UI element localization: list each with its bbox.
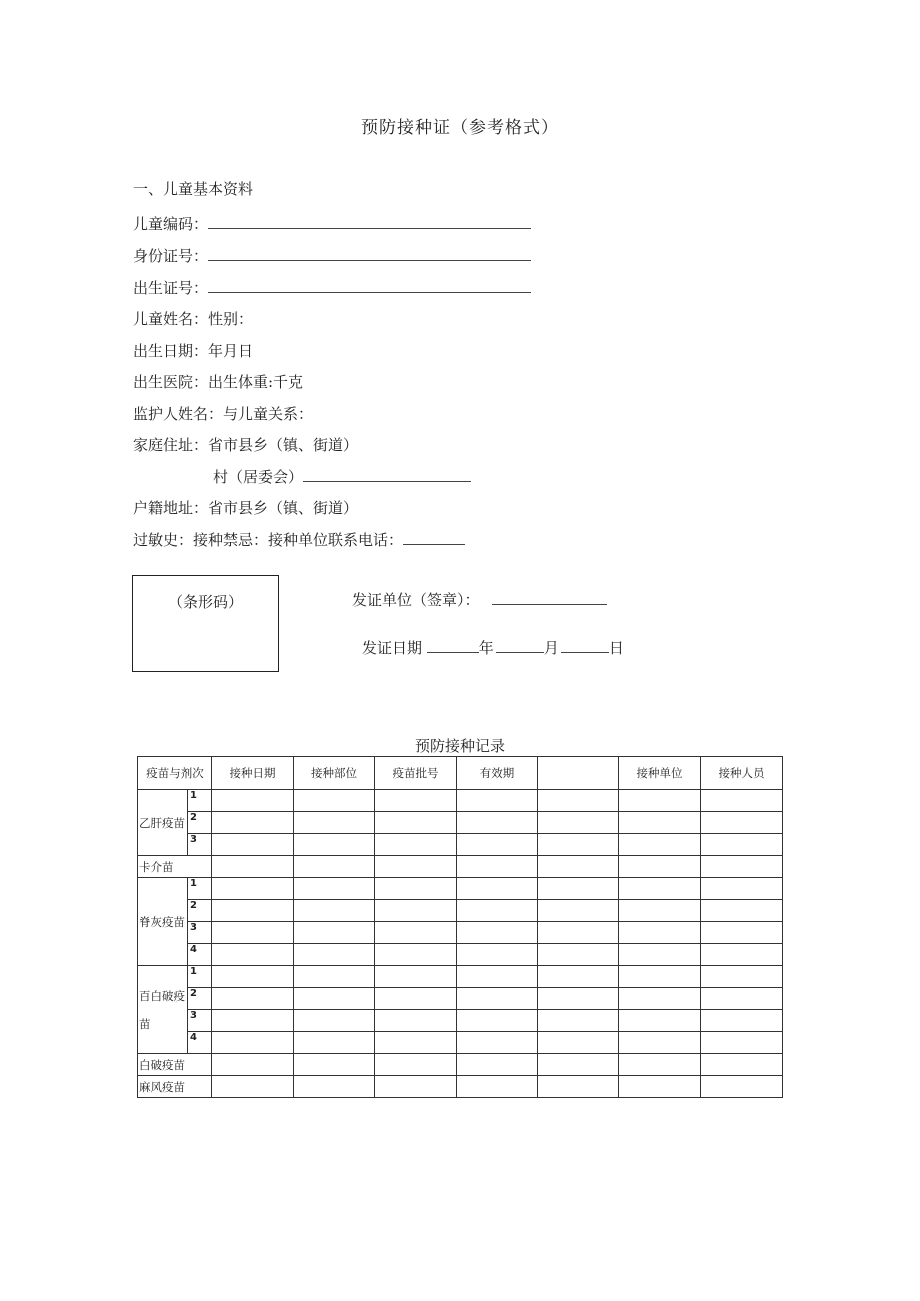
- record-cell[interactable]: [457, 1032, 538, 1054]
- record-cell[interactable]: [294, 1076, 375, 1098]
- table-row: [138, 1054, 783, 1076]
- child-code-label: 儿童编码：: [133, 215, 209, 233]
- village-row: [213, 466, 471, 488]
- record-cell[interactable]: [457, 856, 538, 878]
- village-blank[interactable]: [303, 467, 471, 482]
- record-cell[interactable]: [457, 900, 538, 922]
- record-cell[interactable]: [375, 944, 457, 966]
- record-cell[interactable]: [375, 834, 457, 856]
- record-cell[interactable]: [538, 1076, 619, 1098]
- table-row: [138, 1032, 783, 1054]
- record-cell[interactable]: [619, 966, 701, 988]
- allergy-contact-row: [133, 529, 465, 551]
- record-cell[interactable]: [457, 1010, 538, 1032]
- record-cell[interactable]: [212, 812, 294, 834]
- record-cell[interactable]: [457, 878, 538, 900]
- record-cell[interactable]: [619, 1010, 701, 1032]
- issuer-label: 发证单位（签章）：: [352, 591, 480, 609]
- table-row: [138, 1076, 783, 1098]
- guardian-row: 监护人姓名：与儿童关系：: [133, 405, 314, 423]
- issue-date-label: 发证日期: [362, 639, 423, 657]
- record-cell[interactable]: [701, 900, 783, 922]
- record-cell[interactable]: [701, 944, 783, 966]
- header-cell: 接种部位: [294, 757, 375, 790]
- dose-number: 2: [188, 988, 212, 1010]
- record-cell[interactable]: [457, 966, 538, 988]
- issue-month-blank[interactable]: [496, 638, 544, 653]
- id-number-label: 身份证号：: [133, 247, 209, 265]
- record-cell[interactable]: [212, 944, 294, 966]
- record-cell[interactable]: [619, 1076, 701, 1098]
- record-cell[interactable]: [701, 1010, 783, 1032]
- name-gender-row: 儿童姓名：性别：: [133, 310, 254, 328]
- header-cell: 有效期: [457, 757, 538, 790]
- record-cell[interactable]: [294, 1010, 375, 1032]
- page-title: 预防接种证（参考格式）: [361, 118, 559, 138]
- section-heading: 一、儿童基本资料: [133, 180, 254, 198]
- barcode-box: [132, 575, 279, 672]
- record-cell[interactable]: [294, 966, 375, 988]
- header-cell: [538, 757, 619, 790]
- record-cell[interactable]: [538, 834, 619, 856]
- dose-number: 2: [188, 812, 212, 834]
- dose-number: 2: [188, 900, 212, 922]
- record-cell[interactable]: [212, 856, 294, 878]
- record-cell[interactable]: [701, 1054, 783, 1076]
- issue-month-label: 月: [543, 639, 559, 657]
- child-code-blank[interactable]: [208, 214, 531, 229]
- record-cell[interactable]: [538, 790, 619, 812]
- record-cell[interactable]: [538, 922, 619, 944]
- vaccine-name: 白破疫苗: [138, 1054, 212, 1076]
- issuer-blank[interactable]: [492, 590, 607, 605]
- table-row: [138, 988, 783, 1010]
- id-number-row: [133, 245, 531, 267]
- record-cell[interactable]: [701, 878, 783, 900]
- issue-date-row: [362, 637, 624, 659]
- issuer-row: [352, 589, 607, 611]
- record-cell[interactable]: [212, 1010, 294, 1032]
- record-cell[interactable]: [619, 900, 701, 922]
- record-cell[interactable]: [294, 900, 375, 922]
- birth-cert-row: [133, 277, 531, 299]
- record-cell[interactable]: [457, 834, 538, 856]
- record-cell[interactable]: [538, 1032, 619, 1054]
- record-cell[interactable]: [212, 900, 294, 922]
- record-cell[interactable]: [701, 856, 783, 878]
- dose-number: 3: [188, 834, 212, 856]
- table-title: 预防接种记录: [414, 737, 505, 755]
- record-cell[interactable]: [375, 1076, 457, 1098]
- dose-number: 4: [188, 1032, 212, 1054]
- record-cell[interactable]: [294, 944, 375, 966]
- record-cell[interactable]: [294, 812, 375, 834]
- record-cell[interactable]: [294, 834, 375, 856]
- record-cell[interactable]: [212, 1076, 294, 1098]
- vaccination-record-table: [137, 756, 783, 1098]
- record-cell[interactable]: [457, 1076, 538, 1098]
- birth-cert-label: 出生证号：: [133, 279, 209, 297]
- record-cell[interactable]: [375, 988, 457, 1010]
- record-cell[interactable]: [619, 922, 701, 944]
- record-cell[interactable]: [294, 856, 375, 878]
- issue-year-label: 年: [478, 639, 494, 657]
- table-row: [138, 1010, 783, 1032]
- record-cell[interactable]: [212, 966, 294, 988]
- record-cell[interactable]: [212, 922, 294, 944]
- table-row: [138, 900, 783, 922]
- record-cell[interactable]: [375, 812, 457, 834]
- record-cell[interactable]: [701, 834, 783, 856]
- table-row: [138, 966, 783, 988]
- dose-number: 3: [188, 1010, 212, 1032]
- home-address-row: 家庭住址：省市县乡（镇、街道）: [133, 436, 359, 454]
- table-row: [138, 812, 783, 834]
- record-cell[interactable]: [375, 966, 457, 988]
- record-cell[interactable]: [538, 944, 619, 966]
- header-cell: 接种日期: [212, 757, 294, 790]
- dose-number: 4: [188, 944, 212, 966]
- table-row: [138, 834, 783, 856]
- record-cell[interactable]: [294, 1032, 375, 1054]
- record-cell[interactable]: [538, 966, 619, 988]
- record-cell[interactable]: [375, 1010, 457, 1032]
- record-cell[interactable]: [375, 1054, 457, 1076]
- record-cell[interactable]: [619, 988, 701, 1010]
- vaccine-name: 卡介苗: [138, 856, 212, 878]
- record-cell[interactable]: [294, 1054, 375, 1076]
- record-cell[interactable]: [294, 878, 375, 900]
- birth-date-row: 出生日期：年月日: [133, 342, 254, 360]
- record-cell[interactable]: [212, 878, 294, 900]
- table-header-row: [138, 757, 783, 790]
- record-cell[interactable]: [375, 856, 457, 878]
- record-cell[interactable]: [212, 834, 294, 856]
- record-cell[interactable]: [619, 834, 701, 856]
- child-code-row: [133, 213, 531, 235]
- id-number-blank[interactable]: [208, 246, 531, 261]
- record-cell[interactable]: [538, 900, 619, 922]
- record-cell[interactable]: [538, 1054, 619, 1076]
- birth-cert-blank[interactable]: [208, 278, 531, 293]
- header-cell: 疫苗与剂次: [138, 757, 212, 790]
- record-cell[interactable]: [375, 922, 457, 944]
- record-cell[interactable]: [375, 900, 457, 922]
- issue-day-label: 日: [608, 639, 624, 657]
- table-row: [138, 790, 783, 812]
- record-cell[interactable]: [701, 988, 783, 1010]
- allergy-contact-label: 过敏史：接种禁忌：接种单位联系电话：: [133, 531, 404, 549]
- header-cell: 疫苗批号: [375, 757, 457, 790]
- table-row: [138, 878, 783, 900]
- record-cell[interactable]: [701, 812, 783, 834]
- dose-number: 1: [188, 878, 212, 900]
- record-cell[interactable]: [294, 790, 375, 812]
- record-cell[interactable]: [212, 988, 294, 1010]
- record-cell[interactable]: [538, 878, 619, 900]
- vaccine-name: 脊灰疫苗: [138, 878, 188, 966]
- vaccine-name: 乙肝疫苗: [138, 790, 188, 856]
- hospital-weight-row: 出生医院：出生体重:千克: [133, 373, 304, 391]
- record-cell[interactable]: [375, 1032, 457, 1054]
- record-cell[interactable]: [457, 922, 538, 944]
- record-cell[interactable]: [294, 988, 375, 1010]
- record-cell[interactable]: [538, 812, 619, 834]
- record-cell[interactable]: [619, 790, 701, 812]
- record-cell[interactable]: [538, 856, 619, 878]
- record-cell[interactable]: [457, 988, 538, 1010]
- record-cell[interactable]: [701, 966, 783, 988]
- record-cell[interactable]: [701, 1032, 783, 1054]
- table-row: [138, 922, 783, 944]
- record-cell[interactable]: [701, 790, 783, 812]
- record-cell[interactable]: [294, 922, 375, 944]
- issue-year-blank[interactable]: [427, 638, 479, 653]
- record-cell[interactable]: [457, 790, 538, 812]
- record-cell[interactable]: [619, 812, 701, 834]
- record-cell[interactable]: [619, 856, 701, 878]
- household-address-row: 户籍地址：省市县乡（镇、街道）: [133, 499, 359, 517]
- barcode-label: （条形码）: [167, 593, 243, 611]
- header-cell: 接种人员: [701, 757, 783, 790]
- table-row: [138, 856, 783, 878]
- record-cell[interactable]: [619, 1054, 701, 1076]
- record-cell[interactable]: [538, 1010, 619, 1032]
- record-cell[interactable]: [375, 790, 457, 812]
- record-cell[interactable]: [457, 812, 538, 834]
- record-cell[interactable]: [457, 944, 538, 966]
- record-cell[interactable]: [375, 878, 457, 900]
- dose-number: 3: [188, 922, 212, 944]
- record-cell[interactable]: [701, 1076, 783, 1098]
- record-cell[interactable]: [212, 1054, 294, 1076]
- dose-number: 1: [188, 790, 212, 812]
- vaccine-name: 百白破疫苗: [138, 966, 188, 1054]
- record-cell[interactable]: [212, 790, 294, 812]
- header-cell: 接种单位: [619, 757, 701, 790]
- record-cell[interactable]: [212, 1032, 294, 1054]
- village-label: 村（居委会）: [213, 468, 304, 486]
- table-row: [138, 944, 783, 966]
- record-cell[interactable]: [538, 988, 619, 1010]
- vaccine-name: 麻风疫苗: [138, 1076, 212, 1098]
- issue-day-blank[interactable]: [561, 638, 609, 653]
- record-cell[interactable]: [701, 922, 783, 944]
- dose-number: 1: [188, 966, 212, 988]
- record-cell[interactable]: [457, 1054, 538, 1076]
- record-cell[interactable]: [619, 878, 701, 900]
- contact-phone-blank[interactable]: [403, 530, 465, 545]
- record-cell[interactable]: [619, 944, 701, 966]
- record-cell[interactable]: [619, 1032, 701, 1054]
